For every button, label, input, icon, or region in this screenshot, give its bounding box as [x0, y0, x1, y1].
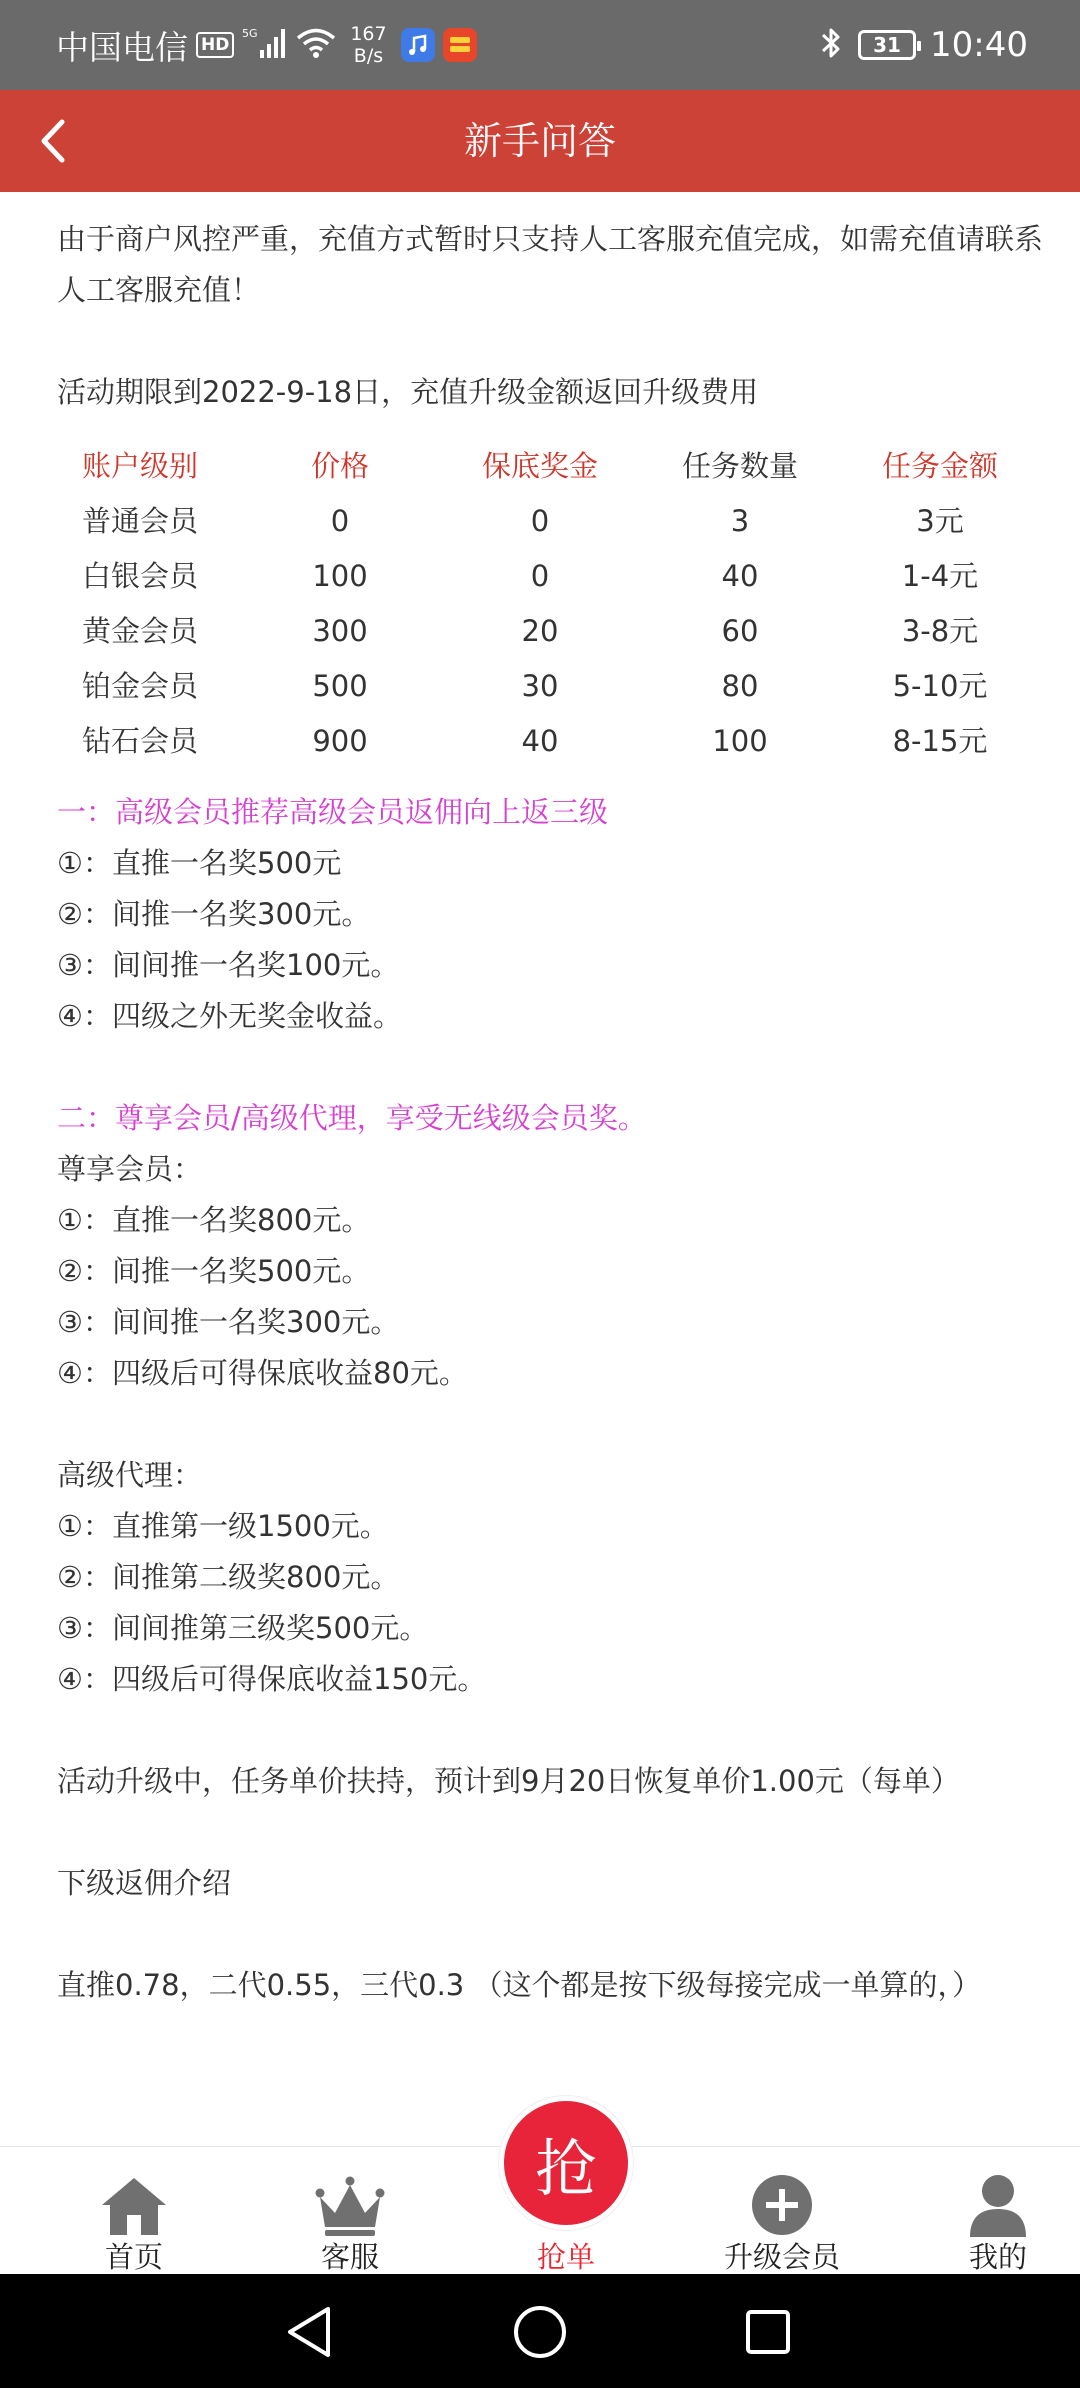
intro-text: 由于商户风控严重，充值方式暂时只支持人工客服充值完成，如需充值请联系人工客服充值！: [57, 222, 1044, 307]
shopping-app-icon: [443, 28, 477, 62]
list-item: ③：间间推一名奖300元。: [57, 1305, 400, 1339]
speed-value: 167: [350, 23, 387, 45]
nav-item-home[interactable]: [44, 2147, 224, 2275]
carrier-name: 中国电信: [56, 27, 188, 67]
app-header: [0, 90, 1080, 192]
table-cell: 100: [312, 559, 368, 593]
list-item: ④：四级之外无奖金收益。: [57, 999, 402, 1033]
table-cell: 5-10元: [892, 669, 988, 703]
list-item: ③：间间推第三级奖500元。: [57, 1611, 429, 1645]
section-1-title: 一：高级会员推荐高级会员返佣向上返三级: [57, 795, 609, 829]
table-cell: 8-15元: [892, 724, 988, 758]
plus-circle-icon: [750, 2167, 814, 2237]
crown-icon: [315, 2167, 385, 2237]
column-header: 任务金额: [881, 449, 998, 483]
system-back-button[interactable]: [279, 2302, 339, 2362]
column-header: 保底奖金: [481, 449, 598, 483]
list-item: ②：间推第二级奖800元。: [57, 1560, 400, 1594]
nav-item-mine[interactable]: [908, 2147, 1080, 2275]
list-item: ①：直推第一级1500元。: [57, 1509, 389, 1543]
list-item: ②：间推一名奖300元。: [57, 897, 371, 931]
table-cell: 30: [521, 669, 559, 703]
table-cell: 100: [712, 724, 768, 758]
network-speed: [350, 23, 386, 67]
recents-square-icon: [743, 2307, 793, 2357]
table-cell: 0: [330, 504, 350, 538]
table-row: [40, 659, 1040, 714]
nav-label: 首页: [104, 2240, 163, 2274]
list-item: ④：四级后可得保底收益150元。: [57, 1662, 487, 1696]
list-item: ②：间推一名奖500元。: [57, 1254, 371, 1288]
table-cell: 3-8元: [901, 614, 979, 648]
back-triangle-icon: [284, 2305, 334, 2359]
list-item: ①：直推一名奖500元: [57, 846, 342, 880]
table-cell: 60: [721, 614, 759, 648]
home-icon: [100, 2167, 168, 2237]
column-header: 价格: [310, 449, 369, 483]
table-cell: 40: [721, 559, 759, 593]
chevron-left-icon: [36, 116, 70, 166]
list-item: ①：直推一名奖800元。: [57, 1203, 371, 1237]
system-home-button[interactable]: [510, 2302, 570, 2362]
system-nav-bar: [0, 2274, 1080, 2388]
table-cell: 80: [721, 669, 759, 703]
nav-item-upgrade-member[interactable]: [692, 2147, 872, 2275]
table-cell: 普通会员: [81, 504, 198, 538]
table-cell: 500: [312, 669, 368, 703]
nav-item-customer-service[interactable]: [260, 2147, 440, 2275]
bluetooth-icon: [818, 25, 844, 65]
list-item: ③：间间推一名奖100元。: [57, 948, 400, 982]
table-cell: 3: [730, 504, 750, 538]
table-cell: 黄金会员: [81, 614, 198, 648]
home-circle-icon: [512, 2304, 568, 2360]
nav-label: 我的: [968, 2240, 1027, 2274]
table-cell: 白银会员: [81, 559, 198, 593]
status-right: [818, 0, 1028, 90]
table-row: [40, 604, 1040, 659]
network-type-label: 5G: [242, 27, 258, 40]
faq-content: [57, 192, 1047, 2011]
table-cell: 3元: [916, 504, 964, 538]
wifi-icon: [296, 27, 336, 63]
signal-icon: [242, 26, 288, 64]
status-bar: [0, 0, 1080, 90]
table-row: [40, 714, 1040, 769]
user-icon: [968, 2167, 1028, 2237]
list-item: ④：四级后可得保底收益80元。: [57, 1356, 468, 1390]
section-2-title: 二：尊享会员/高级代理，享受无线级会员奖。: [57, 1101, 647, 1135]
table-cell: 0: [530, 504, 550, 538]
table-cell: 20: [521, 614, 559, 648]
grab-order-button[interactable]: [499, 2096, 633, 2230]
column-header: 账户级别: [81, 449, 198, 483]
table-cell: 0: [530, 559, 550, 593]
table-cell: 1-4元: [901, 559, 979, 593]
status-left: [56, 0, 477, 90]
commission-detail: 直推0.78，二代0.55，三代0.3 （这个都是按下级每接完成一单算的，）: [57, 1968, 981, 2002]
column-header: 任务数量: [681, 449, 798, 483]
battery-icon: 31: [858, 30, 916, 60]
table-row: [40, 494, 1040, 549]
activity-period-text: 活动期限到2022-9-18日，充值升级金额返回升级费用: [57, 375, 759, 409]
commission-title: 下级返佣介绍: [57, 1866, 232, 1900]
agent-label: 高级代理：: [57, 1458, 203, 1492]
music-app-icon: [401, 28, 435, 62]
table-cell: 300: [312, 614, 368, 648]
page-title: 新手问答: [463, 119, 616, 163]
table-header-row: [40, 439, 1040, 494]
nav-label: 抢单: [536, 2240, 595, 2274]
system-recents-button[interactable]: [738, 2302, 798, 2362]
table-cell: 900: [312, 724, 368, 758]
grab-order-icon: 抢: [534, 2131, 597, 2205]
nav-label: 客服: [320, 2240, 379, 2274]
clock: 10:40: [930, 25, 1028, 65]
table-cell: 铂金会员: [81, 669, 198, 703]
member-levels-table: [40, 439, 1040, 769]
back-button[interactable]: [20, 108, 86, 174]
hd-badge: HD: [196, 32, 234, 58]
upgrade-note: 活动升级中，任务单价扶持，预计到9月20日恢复单价1.00元（每单）: [57, 1764, 960, 1798]
table-row: [40, 549, 1040, 604]
speed-unit: B/s: [353, 45, 384, 67]
nav-label: 升级会员: [723, 2240, 840, 2274]
table-cell: 40: [521, 724, 559, 758]
table-cell: 钻石会员: [81, 724, 198, 758]
vip-label: 尊享会员：: [57, 1152, 203, 1186]
